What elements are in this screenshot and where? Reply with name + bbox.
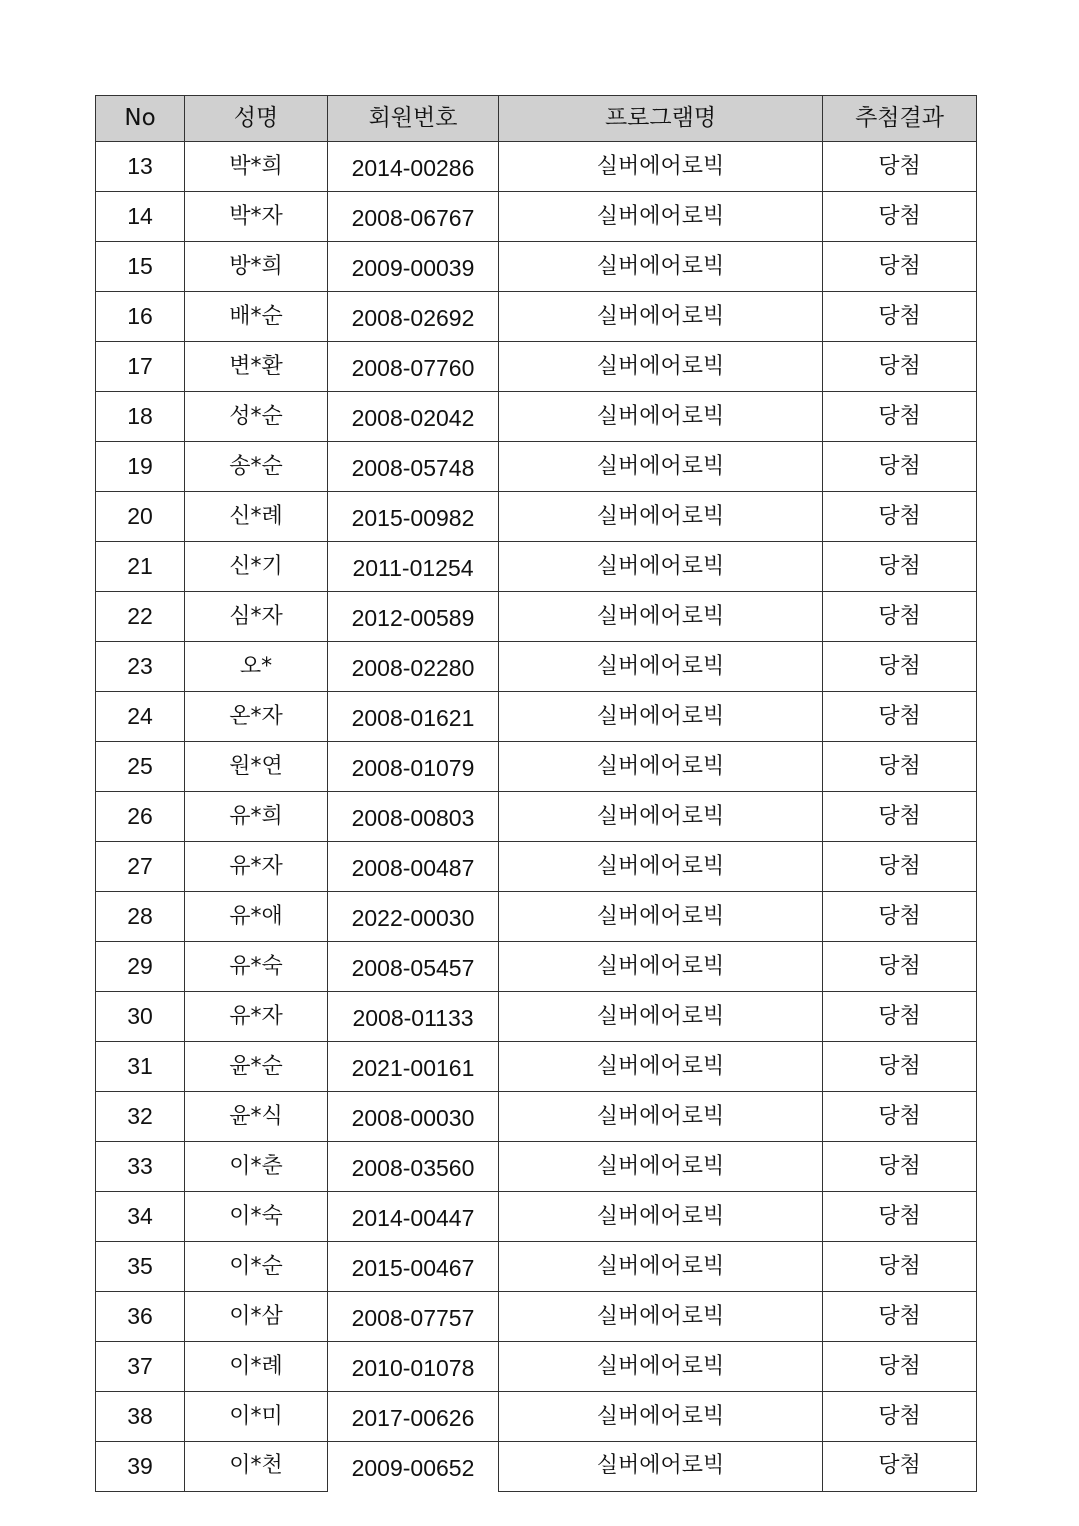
cell-result: 당첨: [823, 742, 977, 792]
header-result: 추첨결과: [823, 96, 977, 142]
cell-no: 35: [96, 1242, 185, 1292]
cell-name: 원*연: [185, 742, 328, 792]
table-header-row: [96, 96, 977, 142]
table-row: [96, 742, 977, 792]
cell-name: 오*: [185, 642, 328, 692]
cell-no: 36: [96, 1292, 185, 1342]
cell-member-id: 2008-05457: [328, 942, 499, 992]
cell-name: 심*자: [185, 592, 328, 642]
cell-name: 배*순: [185, 292, 328, 342]
cell-result: 당첨: [823, 1092, 977, 1142]
table-body: [96, 142, 977, 1492]
cell-member-id: 2012-00589: [328, 592, 499, 642]
table-row: [96, 192, 977, 242]
cell-no: 32: [96, 1092, 185, 1142]
cell-name: 이*순: [185, 1242, 328, 1292]
cell-name: 온*자: [185, 692, 328, 742]
cell-no: 31: [96, 1042, 185, 1092]
cell-no: 16: [96, 292, 185, 342]
cell-result: 당첨: [823, 1442, 977, 1492]
cell-member-id: 2008-05748: [328, 442, 499, 492]
table-row: [96, 1092, 977, 1142]
table-row: [96, 492, 977, 542]
cell-name: 유*자: [185, 992, 328, 1042]
table-row: [96, 292, 977, 342]
cell-result: 당첨: [823, 1292, 977, 1342]
table-row: [96, 1242, 977, 1292]
cell-no: 25: [96, 742, 185, 792]
cell-program: 실버에어로빅: [499, 1342, 823, 1392]
document-page: [95, 95, 977, 1492]
cell-no: 14: [96, 192, 185, 242]
cell-name: 변*환: [185, 342, 328, 392]
cell-program: 실버에어로빅: [499, 1192, 823, 1242]
cell-result: 당첨: [823, 492, 977, 542]
cell-result: 당첨: [823, 1342, 977, 1392]
cell-member-id: 2010-01078: [328, 1342, 499, 1392]
cell-name: 이*삼: [185, 1292, 328, 1342]
cell-member-id: 2008-02692: [328, 292, 499, 342]
table-row: [96, 1392, 977, 1442]
cell-program: 실버에어로빅: [499, 692, 823, 742]
header-program: 프로그램명: [499, 96, 823, 142]
cell-name: 윤*식: [185, 1092, 328, 1142]
cell-result: 당첨: [823, 592, 977, 642]
cell-member-id: 2008-01079: [328, 742, 499, 792]
cell-member-id: 2022-00030: [328, 892, 499, 942]
cell-result: 당첨: [823, 392, 977, 442]
cell-result: 당첨: [823, 942, 977, 992]
cell-name: 유*자: [185, 842, 328, 892]
cell-no: 17: [96, 342, 185, 392]
cell-name: 유*애: [185, 892, 328, 942]
cell-result: 당첨: [823, 242, 977, 292]
cell-program: 실버에어로빅: [499, 292, 823, 342]
cell-member-id: 2011-01254: [328, 542, 499, 592]
cell-program: 실버에어로빅: [499, 492, 823, 542]
cell-no: 37: [96, 1342, 185, 1392]
cell-name: 방*희: [185, 242, 328, 292]
table-row: [96, 1292, 977, 1342]
cell-member-id: 2008-07760: [328, 342, 499, 392]
cell-no: 26: [96, 792, 185, 842]
cell-result: 당첨: [823, 1192, 977, 1242]
cell-member-id: 2014-00286: [328, 142, 499, 192]
table-row: [96, 1142, 977, 1192]
cell-result: 당첨: [823, 642, 977, 692]
cell-result: 당첨: [823, 1042, 977, 1092]
cell-result: 당첨: [823, 142, 977, 192]
lottery-result-table: [95, 95, 977, 1492]
cell-member-id: 2008-06767: [328, 192, 499, 242]
cell-member-id: 2015-00982: [328, 492, 499, 542]
cell-result: 당첨: [823, 1142, 977, 1192]
cell-member-id: 2008-02042: [328, 392, 499, 442]
cell-no: 28: [96, 892, 185, 942]
cell-name: 윤*순: [185, 1042, 328, 1092]
cell-program: 실버에어로빅: [499, 992, 823, 1042]
cell-name: 신*기: [185, 542, 328, 592]
cell-no: 18: [96, 392, 185, 442]
cell-member-id: 2008-01621: [328, 692, 499, 742]
table-row: [96, 342, 977, 392]
cell-result: 당첨: [823, 842, 977, 892]
cell-program: 실버에어로빅: [499, 742, 823, 792]
cell-program: 실버에어로빅: [499, 442, 823, 492]
cell-program: 실버에어로빅: [499, 342, 823, 392]
cell-member-id: 2008-00487: [328, 842, 499, 892]
cell-member-id: 2008-02280: [328, 642, 499, 692]
cell-program: 실버에어로빅: [499, 942, 823, 992]
cell-program: 실버에어로빅: [499, 1242, 823, 1292]
cell-program: 실버에어로빅: [499, 642, 823, 692]
cell-result: 당첨: [823, 992, 977, 1042]
cell-program: 실버에어로빅: [499, 392, 823, 442]
cell-program: 실버에어로빅: [499, 1392, 823, 1442]
cell-program: 실버에어로빅: [499, 1042, 823, 1092]
cell-name: 송*순: [185, 442, 328, 492]
table-row: [96, 442, 977, 492]
cell-no: 27: [96, 842, 185, 892]
table-row: [96, 792, 977, 842]
cell-no: 20: [96, 492, 185, 542]
cell-name: 박*자: [185, 192, 328, 242]
cell-name: 유*희: [185, 792, 328, 842]
cell-member-id: 2008-00803: [328, 792, 499, 842]
table-row: [96, 892, 977, 942]
cell-result: 당첨: [823, 1242, 977, 1292]
table-row: [96, 1442, 977, 1492]
cell-result: 당첨: [823, 1392, 977, 1442]
table-row: [96, 942, 977, 992]
cell-no: 15: [96, 242, 185, 292]
cell-name: 신*례: [185, 492, 328, 542]
cell-name: 성*순: [185, 392, 328, 442]
cell-result: 당첨: [823, 792, 977, 842]
header-name: 성명: [185, 96, 328, 142]
cell-program: 실버에어로빅: [499, 792, 823, 842]
cell-member-id: 2015-00467: [328, 1242, 499, 1292]
cell-no: 21: [96, 542, 185, 592]
cell-program: 실버에어로빅: [499, 142, 823, 192]
table-row: [96, 842, 977, 892]
cell-program: 실버에어로빅: [499, 1442, 823, 1492]
cell-no: 39: [96, 1442, 185, 1492]
cell-program: 실버에어로빅: [499, 1142, 823, 1192]
cell-no: 24: [96, 692, 185, 742]
table-row: [96, 142, 977, 192]
cell-member-id: 2014-00447: [328, 1192, 499, 1242]
cell-member-id: 2008-07757: [328, 1292, 499, 1342]
cell-no: 19: [96, 442, 185, 492]
cell-result: 당첨: [823, 292, 977, 342]
cell-no: 22: [96, 592, 185, 642]
cell-no: 34: [96, 1192, 185, 1242]
cell-result: 당첨: [823, 192, 977, 242]
cell-no: 30: [96, 992, 185, 1042]
header-member-id: 회원번호: [328, 96, 499, 142]
table-row: [96, 592, 977, 642]
cell-name: 이*춘: [185, 1142, 328, 1192]
table-row: [96, 242, 977, 292]
table-row: [96, 692, 977, 742]
cell-member-id: 2009-00652: [328, 1442, 499, 1492]
cell-result: 당첨: [823, 692, 977, 742]
cell-member-id: 2017-00626: [328, 1392, 499, 1442]
cell-result: 당첨: [823, 342, 977, 392]
header-no: No: [96, 96, 185, 142]
cell-name: 이*숙: [185, 1192, 328, 1242]
cell-program: 실버에어로빅: [499, 892, 823, 942]
cell-name: 이*천: [185, 1442, 328, 1492]
cell-program: 실버에어로빅: [499, 242, 823, 292]
cell-member-id: 2008-00030: [328, 1092, 499, 1142]
cell-program: 실버에어로빅: [499, 1292, 823, 1342]
cell-program: 실버에어로빅: [499, 192, 823, 242]
cell-name: 박*희: [185, 142, 328, 192]
table-row: [96, 992, 977, 1042]
cell-name: 이*례: [185, 1342, 328, 1392]
cell-program: 실버에어로빅: [499, 592, 823, 642]
cell-result: 당첨: [823, 892, 977, 942]
cell-member-id: 2021-00161: [328, 1042, 499, 1092]
cell-no: 38: [96, 1392, 185, 1442]
table-row: [96, 1042, 977, 1092]
table-row: [96, 1192, 977, 1242]
cell-program: 실버에어로빅: [499, 1092, 823, 1142]
cell-member-id: 2008-01133: [328, 992, 499, 1042]
cell-member-id: 2008-03560: [328, 1142, 499, 1192]
cell-result: 당첨: [823, 442, 977, 492]
cell-name: 이*미: [185, 1392, 328, 1442]
cell-program: 실버에어로빅: [499, 842, 823, 892]
cell-no: 29: [96, 942, 185, 992]
table-row: [96, 642, 977, 692]
cell-program: 실버에어로빅: [499, 542, 823, 592]
table-row: [96, 392, 977, 442]
table-row: [96, 1342, 977, 1392]
cell-name: 유*숙: [185, 942, 328, 992]
cell-member-id: 2009-00039: [328, 242, 499, 292]
table-row: [96, 542, 977, 592]
cell-no: 33: [96, 1142, 185, 1192]
cell-no: 13: [96, 142, 185, 192]
cell-result: 당첨: [823, 542, 977, 592]
cell-no: 23: [96, 642, 185, 692]
